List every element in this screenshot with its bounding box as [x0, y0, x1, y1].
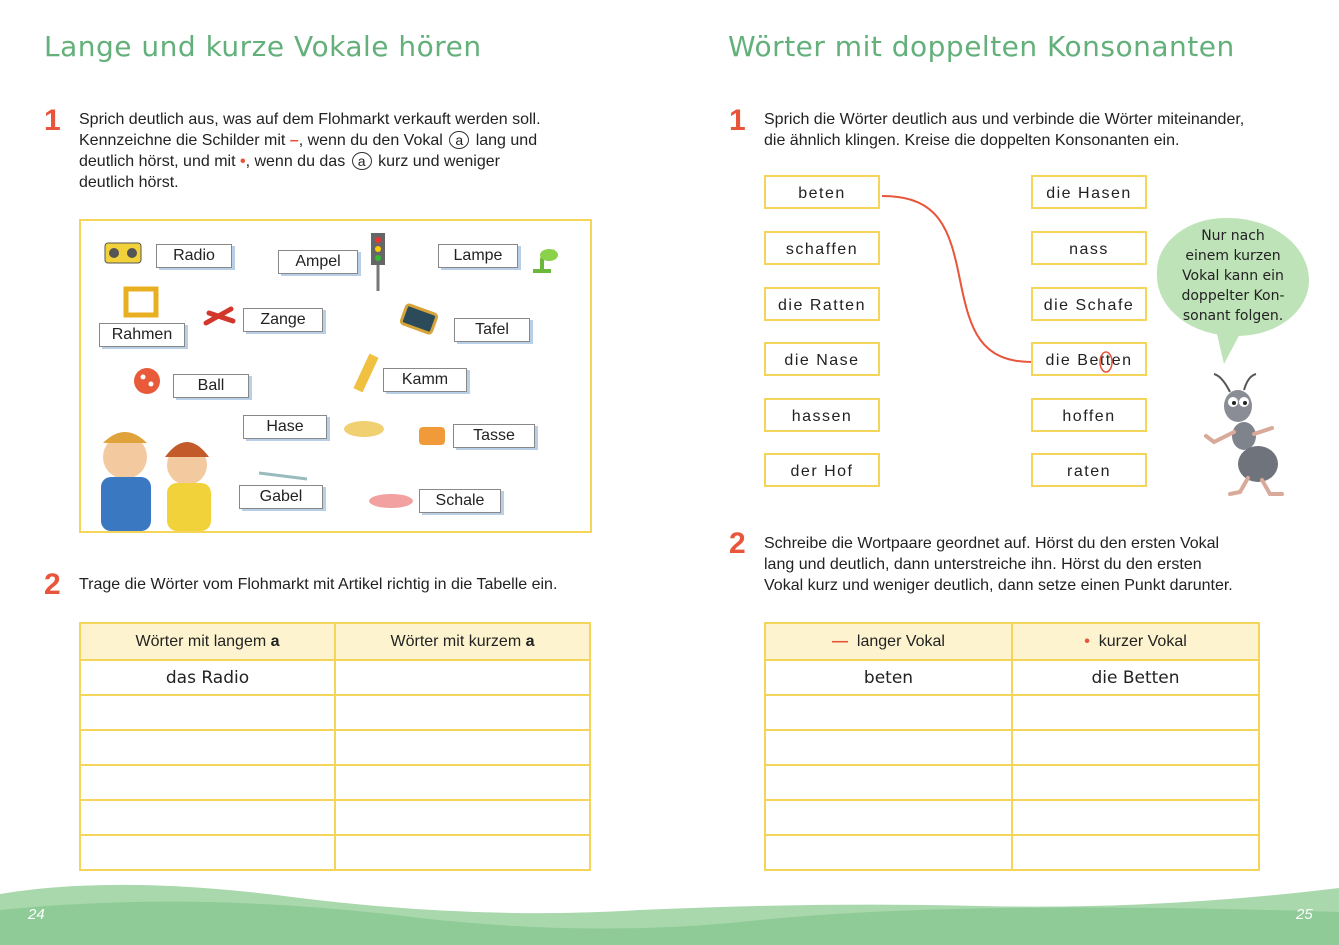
- bubble-line: Vokal kann ein: [1182, 268, 1284, 284]
- zange-item: [206, 309, 233, 323]
- connector-path: [882, 196, 1032, 362]
- sign-kamm: Kamm: [383, 368, 467, 392]
- table-cell[interactable]: [1012, 730, 1259, 765]
- table-cell[interactable]: [80, 800, 335, 835]
- table-cell[interactable]: die Betten: [1012, 660, 1259, 695]
- page-title-right: Wörter mit doppelten Konsonanten: [728, 30, 1235, 63]
- task-number: 1: [44, 104, 61, 137]
- word-box[interactable]: der Hof: [764, 453, 880, 487]
- instruction-line: Schreibe die Wortpaare geordnet auf. Hörst du den ersten Vokal: [764, 535, 1220, 552]
- sign-tafel: Tafel: [454, 318, 530, 342]
- sign-gabel: Gabel: [239, 485, 323, 509]
- schale-item: [369, 494, 413, 508]
- word-box[interactable]: die Schafe: [1031, 287, 1147, 321]
- connection-line: [880, 190, 1040, 370]
- table-cell[interactable]: [765, 765, 1012, 800]
- sign-ball: Ball: [173, 374, 249, 398]
- table-cell[interactable]: [1012, 695, 1259, 730]
- column-header: [80, 623, 335, 660]
- lampe-shade: [540, 249, 558, 261]
- word-box[interactable]: nass: [1031, 231, 1147, 265]
- table-cell[interactable]: [80, 695, 335, 730]
- instruction-line: Sprich deutlich aus, was auf dem Flohmarkt verkauft werden soll.: [79, 111, 541, 128]
- bottom-wave: [0, 880, 1339, 945]
- table-cell[interactable]: [1012, 800, 1259, 835]
- instruction-line: deutlich hörst.: [79, 174, 179, 191]
- column-header: [335, 623, 590, 660]
- header-text: Wörter mit langem: [135, 632, 271, 650]
- word-table-left: [79, 622, 591, 871]
- instruction-text: Kennzeichne die Schilder mit: [79, 132, 290, 149]
- sign-radio: Radio: [156, 244, 232, 268]
- kamm-item: [353, 354, 378, 393]
- child-hair: [103, 432, 147, 443]
- table-cell[interactable]: [1012, 835, 1259, 870]
- sign-tasse: Tasse: [453, 424, 535, 448]
- instruction-text: , wenn du den Vokal: [298, 132, 448, 149]
- instruction-text: kurz und weniger: [373, 153, 500, 170]
- flea-market-illustration: [79, 219, 592, 533]
- table-cell[interactable]: [765, 800, 1012, 835]
- vowel-circle: a: [449, 131, 469, 149]
- child-hair: [165, 442, 209, 457]
- table-cell[interactable]: [765, 730, 1012, 765]
- task2-instructions-right: [764, 533, 1284, 596]
- table-cell[interactable]: das Radio: [80, 660, 335, 695]
- sign-zange: Zange: [243, 308, 323, 332]
- word-box[interactable]: die Betten: [1031, 342, 1147, 376]
- task-number: 2: [729, 527, 746, 560]
- table-cell[interactable]: [80, 765, 335, 800]
- radio-speaker: [109, 248, 119, 258]
- table-cell[interactable]: [765, 835, 1012, 870]
- header-text: langer Vokal: [856, 632, 945, 650]
- instruction-line: lang und deutlich, dann unterstreiche ihn. Hörst du den ersten: [764, 556, 1202, 573]
- task1-instructions: [79, 109, 599, 193]
- table-cell[interactable]: [335, 835, 590, 870]
- consonant-circle: [1098, 350, 1114, 374]
- table-cell[interactable]: [335, 800, 590, 835]
- task-number: 1: [729, 104, 746, 137]
- ball-dot: [149, 382, 154, 387]
- word-box[interactable]: die Ratten: [764, 287, 880, 321]
- instruction-text: lang und: [471, 132, 538, 149]
- ampel-light: [375, 255, 381, 261]
- dash-mark: —: [832, 632, 849, 650]
- sign-ampel: Ampel: [278, 250, 358, 274]
- speech-bubble: [1157, 218, 1309, 336]
- header-vowel: a: [270, 632, 280, 650]
- column-header: [1012, 623, 1259, 660]
- table-cell[interactable]: [335, 695, 590, 730]
- radio-speaker: [127, 248, 137, 258]
- tafel-item: [401, 304, 438, 334]
- bubble-line: doppelter Kon-: [1181, 288, 1285, 304]
- ball-dot: [141, 375, 146, 380]
- bubble-tail: [1214, 330, 1244, 366]
- sign-hase: Hase: [243, 415, 327, 439]
- word-box[interactable]: hoffen: [1031, 398, 1147, 432]
- page-title-left: Lange und kurze Vokale hören: [44, 30, 482, 63]
- bubble-line: Nur nach: [1201, 228, 1265, 244]
- task1-instructions-right: [764, 109, 1284, 151]
- header-vowel: a: [525, 632, 535, 650]
- dot-mark: •: [1084, 632, 1090, 650]
- table-cell[interactable]: [335, 730, 590, 765]
- table-cell[interactable]: [1012, 765, 1259, 800]
- word-box[interactable]: beten: [764, 175, 880, 209]
- instruction-line: [79, 151, 599, 172]
- task-number: 2: [44, 568, 61, 601]
- ampel-light: [375, 237, 381, 243]
- bubble-line: sonant folgen.: [1182, 308, 1284, 324]
- table-cell[interactable]: [80, 835, 335, 870]
- header-text: Wörter mit kurzem: [390, 632, 526, 650]
- table-cell[interactable]: [335, 765, 590, 800]
- table-cell[interactable]: [80, 730, 335, 765]
- sign-rahmen: Rahmen: [99, 323, 185, 347]
- hase-item: [344, 421, 384, 437]
- sign-lampe: Lampe: [438, 244, 518, 268]
- rahmen-item: [126, 289, 156, 315]
- word-box[interactable]: hassen: [764, 398, 880, 432]
- bubble-line: einem kurzen: [1185, 248, 1281, 264]
- header-text: kurzer Vokal: [1098, 632, 1187, 650]
- table-cell[interactable]: beten: [765, 660, 1012, 695]
- word-box[interactable]: schaffen: [764, 231, 880, 265]
- instruction-line: [79, 130, 599, 151]
- child-shirt: [101, 477, 151, 531]
- task2-instructions: Trage die Wörter vom Flohmarkt mit Artikel richtig in die Tabelle ein.: [79, 576, 558, 593]
- page-number-right: 25: [1296, 906, 1313, 923]
- child-shirt: [167, 483, 211, 531]
- word-box[interactable]: die Hasen: [1031, 175, 1147, 209]
- instruction-line: Vokal kurz und weniger deutlich, dann setze einen Punkt darunter.: [764, 577, 1233, 594]
- page-number-left: 24: [28, 906, 45, 923]
- table-cell[interactable]: [335, 660, 590, 695]
- ball-item: [134, 368, 160, 394]
- ant-mascot-icon: [1200, 372, 1294, 500]
- column-header: [765, 623, 1012, 660]
- tasse-item: [419, 427, 445, 445]
- ampel-light: [375, 246, 381, 252]
- dash-mark: –: [289, 132, 299, 149]
- word-table-right: [764, 622, 1260, 871]
- dot-mark: •: [239, 153, 246, 170]
- instruction-line: die ähnlich klingen. Kreise die doppelten Konsonanten ein.: [764, 132, 1180, 149]
- table-cell[interactable]: [765, 695, 1012, 730]
- word-box[interactable]: raten: [1031, 453, 1147, 487]
- instruction-text: , wenn du das: [245, 153, 350, 170]
- gabel-item: [259, 473, 307, 479]
- word-box[interactable]: die Nase: [764, 342, 880, 376]
- sign-schale: Schale: [419, 489, 501, 513]
- instruction-line: Sprich die Wörter deutlich aus und verbinde die Wörter miteinander,: [764, 111, 1245, 128]
- instruction-text: deutlich hörst, und mit: [79, 153, 240, 170]
- vowel-circle: a: [352, 152, 372, 170]
